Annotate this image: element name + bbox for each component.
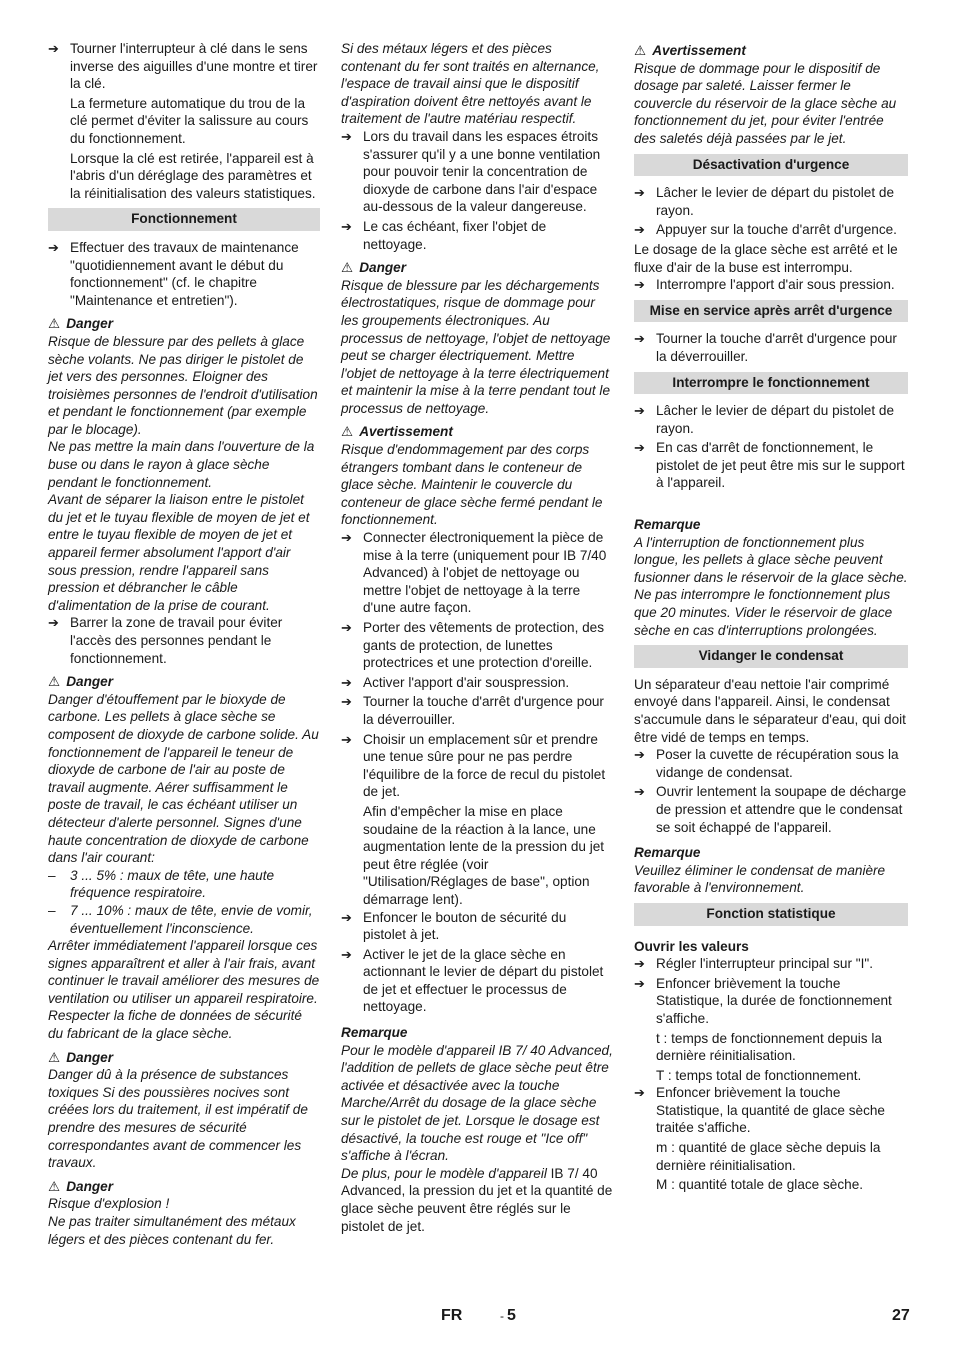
arrow-right-icon: ➔ bbox=[634, 403, 645, 419]
step-text: Ouvrir lentement la soupape de décharge de pression et attendre que le condensat se soit échappé de l'appareil. bbox=[656, 784, 907, 835]
dash-item: – 3 ... 5% : maux de tête, une haute fréquence respiratoire. bbox=[48, 867, 275, 901]
step-text: Activer le jet de la glace sèche en actionnant le levier de départ du pistolet de jet et effectuer le processus de nettoyage. bbox=[363, 946, 604, 1015]
arrow-right-icon: ➔ bbox=[341, 530, 352, 546]
body-text: Le dosage de la glace sèche est arrêté et le fluxe d'air de la buse est interrompu. bbox=[634, 241, 898, 275]
step-text: Régler l'interrupteur principal sur "I". bbox=[656, 956, 873, 972]
remark-label: Remarque bbox=[341, 1025, 408, 1041]
arrow-right-icon: ➔ bbox=[634, 331, 645, 347]
arrow-right-icon: ➔ bbox=[634, 185, 645, 201]
dash-item: – 7 ... 10% : maux de tête, envie de vomir, éventuellement l'inconscience. bbox=[48, 902, 313, 936]
step-item bbox=[634, 184, 908, 219]
section-heading: Interrompre le fonctionnement bbox=[634, 372, 908, 395]
step-item bbox=[48, 614, 320, 667]
danger-text: Risque de blessure par les déchargements électrostatiques, risque de dommage pour les groupements électroniques. Au processus de nettoyage, l'objet de nettoyage peut se charger électriquement. Mettre l'objet de nettoyage à la terre électriquement et maintenir la mise à la terre pendant tout le processus de nettoyage. bbox=[341, 277, 611, 416]
danger-text: Danger dû à la présence de substances toxiques Si des poussières nocives sont créées lors du traitement, il est impératif de prendre des mesures de sécurité correspondantes avant de commencer les travaux. bbox=[48, 1067, 308, 1171]
step-text: Choisir un emplacement sûr et prendre une tenue sûre pour ne pas perdre l'équilibre de la force de recul du pistolet de jet. bbox=[363, 731, 606, 800]
step-note: La fermeture automatique du trou de la clé permet d'éviter la salissure au cours du fonctionnement. bbox=[70, 95, 309, 146]
step-note: M : quantité totale de glace sèche. bbox=[656, 1177, 864, 1193]
arrow-right-icon: ➔ bbox=[634, 956, 645, 972]
step-item bbox=[341, 946, 613, 1016]
step-item bbox=[341, 909, 613, 944]
step-item bbox=[634, 276, 908, 294]
step-item bbox=[634, 783, 908, 836]
footer-page-number: 27 bbox=[892, 1307, 910, 1324]
danger-text: Danger d'étouffement par le bioxyde de carbone. Les pellets à glace sèche se composent de dioxyde de carbone solide. Au fonctionnement de l'appareil le teneur de dioxyde de carbone de l'air au poste de travail augmente. Aérer suffisamment le poste de travail, le cas échéant utiliser un détecteur d'alerte personnel. Signes d'une haute concentration de dioxyde de carbone dans l'air courant: bbox=[48, 691, 319, 866]
section-heading: Désactivation d'urgence bbox=[634, 154, 908, 177]
danger-text: Si des métaux légers et des pièces contenant du fer sont traités en alternance, l'espace de travail ainsi que le dispositif d'aspiration doivent être nettoyés avant le traitement de l'autre matériau respectif. bbox=[341, 41, 600, 127]
arrow-right-icon: ➔ bbox=[48, 41, 59, 56]
step-note: m : quantité de glace sèche depuis la dernière réinitialisation. bbox=[656, 1140, 881, 1173]
danger-label: ⚠ Danger bbox=[48, 1178, 114, 1194]
step-text: Tourner l'interrupteur à clé dans le sens inverse des aiguilles d'une montre et tirer la clé. bbox=[70, 41, 318, 92]
column-right bbox=[634, 40, 908, 1194]
step-item bbox=[341, 693, 613, 728]
subheading: Ouvrir les valeurs bbox=[634, 938, 749, 954]
warning-triangle-icon: ⚠ bbox=[341, 260, 354, 276]
step-item bbox=[634, 330, 908, 365]
arrow-right-icon: ➔ bbox=[48, 615, 59, 631]
column-middle bbox=[341, 40, 613, 1235]
arrow-right-icon: ➔ bbox=[341, 620, 352, 635]
step-item bbox=[48, 40, 320, 93]
arrow-right-icon: ➔ bbox=[634, 222, 645, 238]
column-left bbox=[48, 40, 320, 1248]
step-text: Lors du travail dans les espaces étroits s'assurer qu'il y a une bonne ventilation pour pouvoir tenir la concentration de dioxyde de carbone dans l'air d'espace au-dessous de la valeur dangereuse. bbox=[363, 128, 601, 215]
step-text: Lâcher le levier de départ du pistolet de rayon. bbox=[656, 403, 895, 436]
step-note: T : temps total de fonctionnement. bbox=[656, 1067, 862, 1083]
step-item bbox=[341, 128, 613, 216]
step-item bbox=[634, 402, 908, 437]
arrow-right-icon: ➔ bbox=[634, 440, 645, 456]
step-item bbox=[634, 975, 908, 1028]
danger-label: ⚠ Danger bbox=[48, 316, 114, 332]
step-text: Le cas échéant, fixer l'objet de nettoyage. bbox=[363, 218, 547, 252]
step-text: Barrer la zone de travail pour éviter l'accès des personnes pendant le fonctionnement. bbox=[70, 615, 283, 666]
step-item bbox=[634, 221, 908, 239]
arrow-right-icon: ➔ bbox=[634, 277, 645, 293]
danger-text: Arrêter immédiatement l'appareil lorsque ces signes apparaîtrent et aller à l'air frais, avant continuer le travail améliorer des mesures de ventilation ou utiliser un appareil respiratoire. bbox=[48, 938, 320, 1006]
remark-text: De plus, pour le modèle d'appareil IB 7/ 40 Advanced, la pression du jet et la quantité de glace sèche peuvent être réglés sur le pistolet de jet. bbox=[341, 1165, 613, 1234]
section-heading: Vidanger le condensat bbox=[634, 645, 908, 668]
danger-label: ⚠ Danger bbox=[48, 1049, 114, 1065]
step-text: Activer l'apport d'air souspression. bbox=[363, 674, 570, 690]
warning-triangle-icon: ⚠ bbox=[48, 674, 61, 690]
remark-label: Remarque bbox=[634, 845, 701, 861]
arrow-right-icon: ➔ bbox=[341, 731, 352, 747]
section-heading: Fonctionnement bbox=[48, 208, 320, 231]
step-item bbox=[634, 955, 908, 973]
footer-language: FR bbox=[441, 1307, 463, 1324]
warning-triangle-icon: ⚠ bbox=[48, 1049, 61, 1065]
step-note: Afin d'empêcher la mise en place soudaine de la réaction à la lance, une augmentation lente de la pression du jet peut être réglée (voir "Utilisation/Réglages de base", option démarrage lent). bbox=[363, 803, 605, 907]
warning-triangle-icon: ⚠ bbox=[341, 424, 354, 440]
arrow-right-icon: ➔ bbox=[341, 218, 352, 234]
step-text: Poser la cuvette de récupération sous la vidange de condensat. bbox=[656, 747, 899, 780]
arrow-right-icon: ➔ bbox=[634, 975, 645, 991]
step-note: t : temps de fonctionnement depuis la dernière réinitialisation. bbox=[656, 1030, 882, 1064]
step-text: Appuyer sur la touche d'arrêt d'urgence. bbox=[656, 222, 897, 238]
step-item bbox=[341, 218, 613, 253]
step-item bbox=[634, 746, 908, 781]
step-item bbox=[634, 439, 908, 492]
step-item bbox=[341, 731, 613, 801]
step-item bbox=[341, 619, 613, 672]
remark-text: A l'interruption de fonctionnement plus longue, les pellets à glace sèche peuvent fusionner dans le réservoir de la glace sèche. Ne pas interrompre le fonctionnement plus que 20 minutes. Vider le réservoir de glace sèche en cas d'interruptions prolongées. bbox=[634, 534, 908, 638]
remark-label: Remarque bbox=[634, 517, 701, 533]
step-note: Lorsque la clé est retirée, l'appareil est à l'abris d'un déréglage des paramètres et la réinitialisation des valeurs statistiques. bbox=[70, 150, 316, 201]
step-item bbox=[341, 529, 613, 617]
body-text: Un séparateur d'eau nettoie l'air comprimé envoyé dans l'appareil. Ainsi, le condensat s'accumule dans le séparateur d'eau, qui doit être vidé de temps en temps. bbox=[634, 676, 906, 745]
remark-text: Pour le modèle d'appareil IB 7/ 40 Advanced, l'addition de pellets de glace sèche peut être activée et désactivée avec la touche Marche/Arrêt du dosage de la glace sèche sur le pistolet de jet. Lorsque le dosage est désactivé, la touche est rouge et "Ice off" s'affiche à l'écran. bbox=[341, 1042, 613, 1164]
danger-text: Ne pas mettre la main dans l'ouverture de la buse ou dans le rayon à glace sèche pendant le fonctionnement. bbox=[48, 439, 315, 490]
step-text: Enfoncer le bouton de sécurité du pistolet à jet. bbox=[363, 909, 567, 943]
warning-label: ⚠ Avertissement bbox=[634, 43, 746, 58]
footer-section-page: - 5 bbox=[500, 1307, 516, 1324]
section-heading: Mise en service après arrêt d'urgence bbox=[634, 300, 908, 323]
step-text: Tourner la touche d'arrêt d'urgence pour la déverrouiller. bbox=[656, 331, 897, 364]
arrow-right-icon: ➔ bbox=[634, 1085, 645, 1101]
danger-text: Avant de séparer la liaison entre le pistolet du jet et le tuyau flexible de moyen de jet et entre le tuyau flexible de moyen de jet et appareil fermer absolument l'apport d'air sous pression, rendre l'appareil sans pression et débrancher le câble d'alimentation de la prise de courant. bbox=[48, 492, 310, 613]
arrow-right-icon: ➔ bbox=[341, 694, 352, 710]
step-text: Lâcher le levier de départ du pistolet de rayon. bbox=[656, 185, 895, 218]
danger-text: Respecter la fiche de données de sécurité du fabricant de la glace sèche. bbox=[48, 1008, 302, 1042]
warning-triangle-icon: ⚠ bbox=[48, 1178, 61, 1194]
step-text: En cas d'arrêt de fonctionnement, le pistolet de jet peut être mis sur le support à l'appareil. bbox=[656, 440, 905, 491]
step-text: Interrompre l'apport d'air sous pression. bbox=[656, 277, 895, 293]
warning-triangle-icon: ⚠ bbox=[634, 43, 647, 58]
arrow-right-icon: ➔ bbox=[341, 674, 352, 690]
arrow-right-icon: ➔ bbox=[341, 909, 352, 925]
arrow-right-icon: ➔ bbox=[48, 239, 59, 255]
step-item bbox=[634, 1084, 908, 1137]
arrow-right-icon: ➔ bbox=[634, 784, 645, 800]
arrow-right-icon: ➔ bbox=[341, 128, 352, 144]
arrow-right-icon: ➔ bbox=[634, 747, 645, 763]
arrow-right-icon: ➔ bbox=[341, 946, 352, 962]
danger-text: Risque d'explosion ! bbox=[48, 1196, 170, 1212]
step-text: Porter des vêtements de protection, des gants de protection, de lunettes protectrices et une protection d'oreille. bbox=[363, 620, 605, 671]
step-text: Effectuer des travaux de maintenance "quotidiennement avant le début du fonctionnement" (cf. le chapitre "Maintenance et entretien"). bbox=[70, 239, 299, 308]
step-text: Tourner la touche d'arrêt d'urgence pour la déverrouiller. bbox=[363, 694, 604, 727]
step-text: Enfoncer brièvement la touche Statistique, la quantité de glace sèche traitée s'affiche. bbox=[656, 1085, 885, 1136]
remark-text: Veuillez éliminer le condensat de manière favorable à l'environnement. bbox=[634, 862, 886, 896]
danger-label: ⚠ Danger bbox=[341, 260, 407, 276]
danger-text: Risque de blessure par des pellets à glace sèche volants. Ne pas diriger le pistolet de jet vers des personnes. Eloigner des troisièmes personnes de l'endroit d'utilisation et pendant le fonctionnement (par exemple par le blocage). bbox=[48, 333, 318, 437]
warning-label: ⚠ Avertissement bbox=[341, 424, 453, 440]
step-text: Connecter électroniquement la pièce de mise à la terre (uniquement pour IB 7/40 Advanced) à l'objet de nettoyage ou mettre l'objet de nettoyage à la terre d'une autre façon. bbox=[363, 530, 607, 616]
warning-text: Risque d'endommagement par des corps étrangers tombant dans le conteneur de glace sèche. Maintenir le couvercle du conteneur de glace sèche fermé pendant le fonctionnement. bbox=[341, 442, 603, 528]
step-item bbox=[48, 239, 320, 309]
danger-label: ⚠ Danger bbox=[48, 674, 114, 690]
step-item bbox=[341, 674, 613, 692]
warning-text: Risque de dommage pour le dispositif de dosage par saleté. Laisser fermer le couvercle du réservoir de la glace sèche au fonctionnement du jet, pour éviter l'entrée des saletés déjà passées par le jet. bbox=[634, 60, 897, 146]
warning-triangle-icon: ⚠ bbox=[48, 316, 61, 332]
danger-text: Ne pas traiter simultanément des métaux légers et des pièces contenant du fer. bbox=[48, 1214, 296, 1247]
section-heading: Fonction statistique bbox=[634, 903, 908, 926]
step-text: Enfoncer brièvement la touche Statistique, la durée de fonctionnement s'affiche. bbox=[656, 975, 892, 1026]
